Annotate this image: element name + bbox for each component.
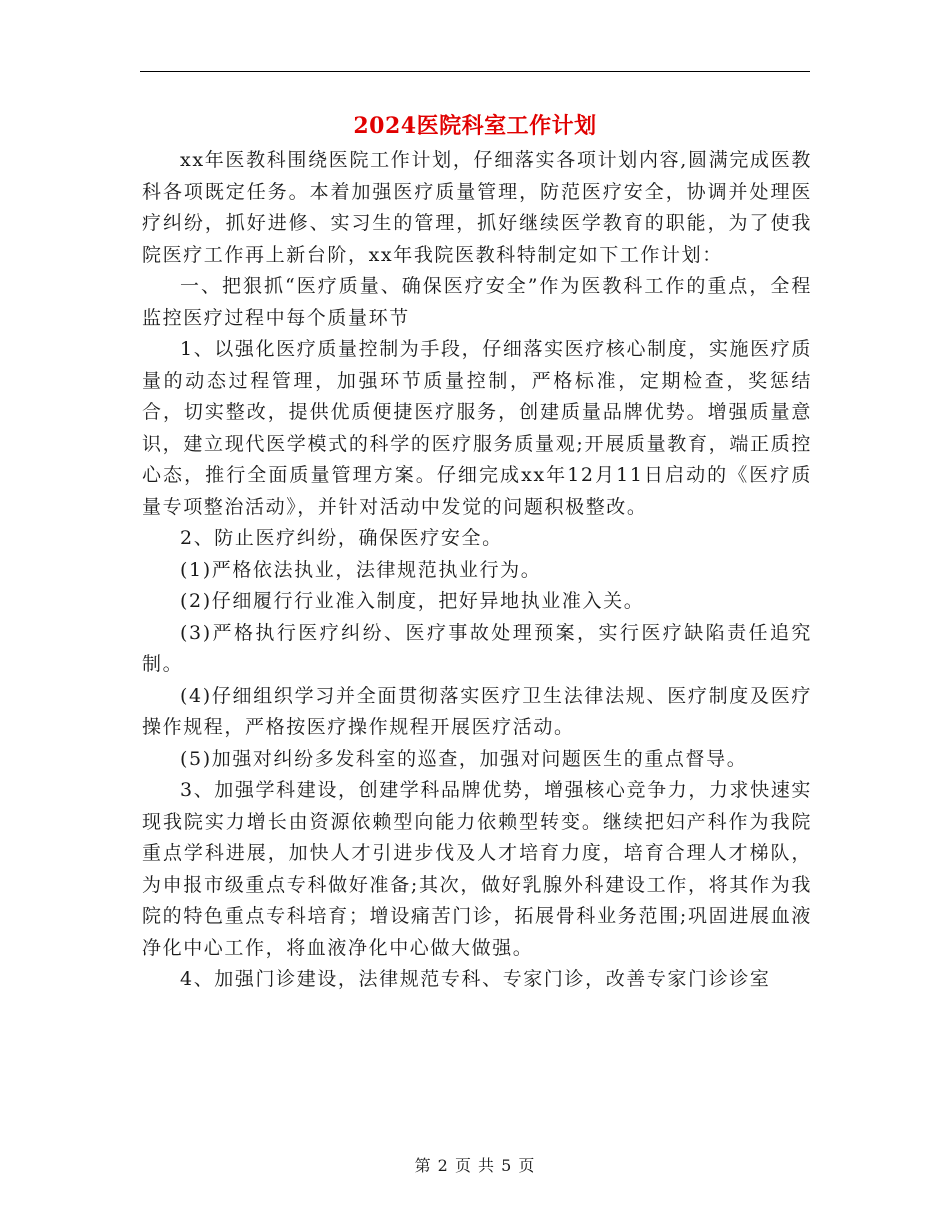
page-number-footer: 第 2 页 共 5 页 [414, 1156, 536, 1175]
paragraph-subitem-1: (1)严格依法执业，法律规范执业行为。 [180, 558, 542, 581]
header-rule [140, 71, 810, 72]
paragraph-intro: xx年医教科围绕医院工作计划，仔细落实各项计划内容,圆满完成医教科各项既定任务。本着加强医疗质量管理，防范医疗安全，协调并处理医疗纠纷，抓好进修、实习生的管理，抓好继续医学教育的职能，为了使我院医疗工作再上新台阶，xx年我院医教科特制定如下工作计划： [142, 149, 812, 266]
document-title: 2024医院科室工作计划 [353, 113, 597, 139]
paragraph-subitem-2: (2)仔细履行行业准入制度，把好异地执业准入关。 [180, 590, 645, 612]
paragraph-subitem-4: (4)仔细组织学习并全面贯彻落实医疗卫生法律法规、医疗制度及医疗操作规程，严格按医疗操作规程开展医疗活动。 [142, 684, 812, 738]
document-body [142, 145, 812, 996]
paragraph-section-1-heading: 一、把狠抓“医疗质量、确保医疗安全”作为医教科工作的重点，全程监控医疗过程中每个质量环节 [142, 275, 812, 329]
paragraph-item-2: 2、防止医疗纠纷，确保医疗安全。 [180, 527, 503, 549]
paragraph-item-3: 3、加强学科建设，创建学科品牌优势，增强核心竞争力，力求快速实现我院实力增长由资源依赖型向能力依赖型转变。继续把妇产科作为我院重点学科进展，加快人才引进步伐及人才培育力度，培育合理人才梯队，为申报市级重点专科做好准备;其次，做好乳腺外科建设工作，将其作为我院的特色重点专科培育；增设痛苦门诊，拓展骨科业务范围;巩固进展血液净化中心工作，将血液净化中心做大做强。 [142, 779, 812, 959]
paragraph-item-4: 4、加强门诊建设，法律规范专科、专家门诊，改善专家门诊诊室 [180, 968, 771, 990]
paragraph-subitem-5: (5)加强对纠纷多发科室的巡查，加强对问题医生的重点督导。 [180, 747, 748, 770]
paragraph-item-1: 1、以强化医疗质量控制为手段，仔细落实医疗核心制度，实施医疗质量的动态过程管理，加强环节质量控制，严格标准，定期检查，奖惩结合，切实整改，提供优质便捷医疗服务，创建质量品牌优势。增强质量意识，建立现代医学模式的科学的医疗服务质量观;开展质量教育，端正质控心态，推行全面质量管理方案。仔细完成xx年12月11日启动的《医疗质量专项整治活动》，并针对活动中发觉的问题积极整改。 [142, 338, 812, 518]
paragraph-subitem-3: (3)严格执行医疗纠纷、医疗事故处理预案，实行医疗缺陷责任追究制。 [142, 621, 812, 675]
